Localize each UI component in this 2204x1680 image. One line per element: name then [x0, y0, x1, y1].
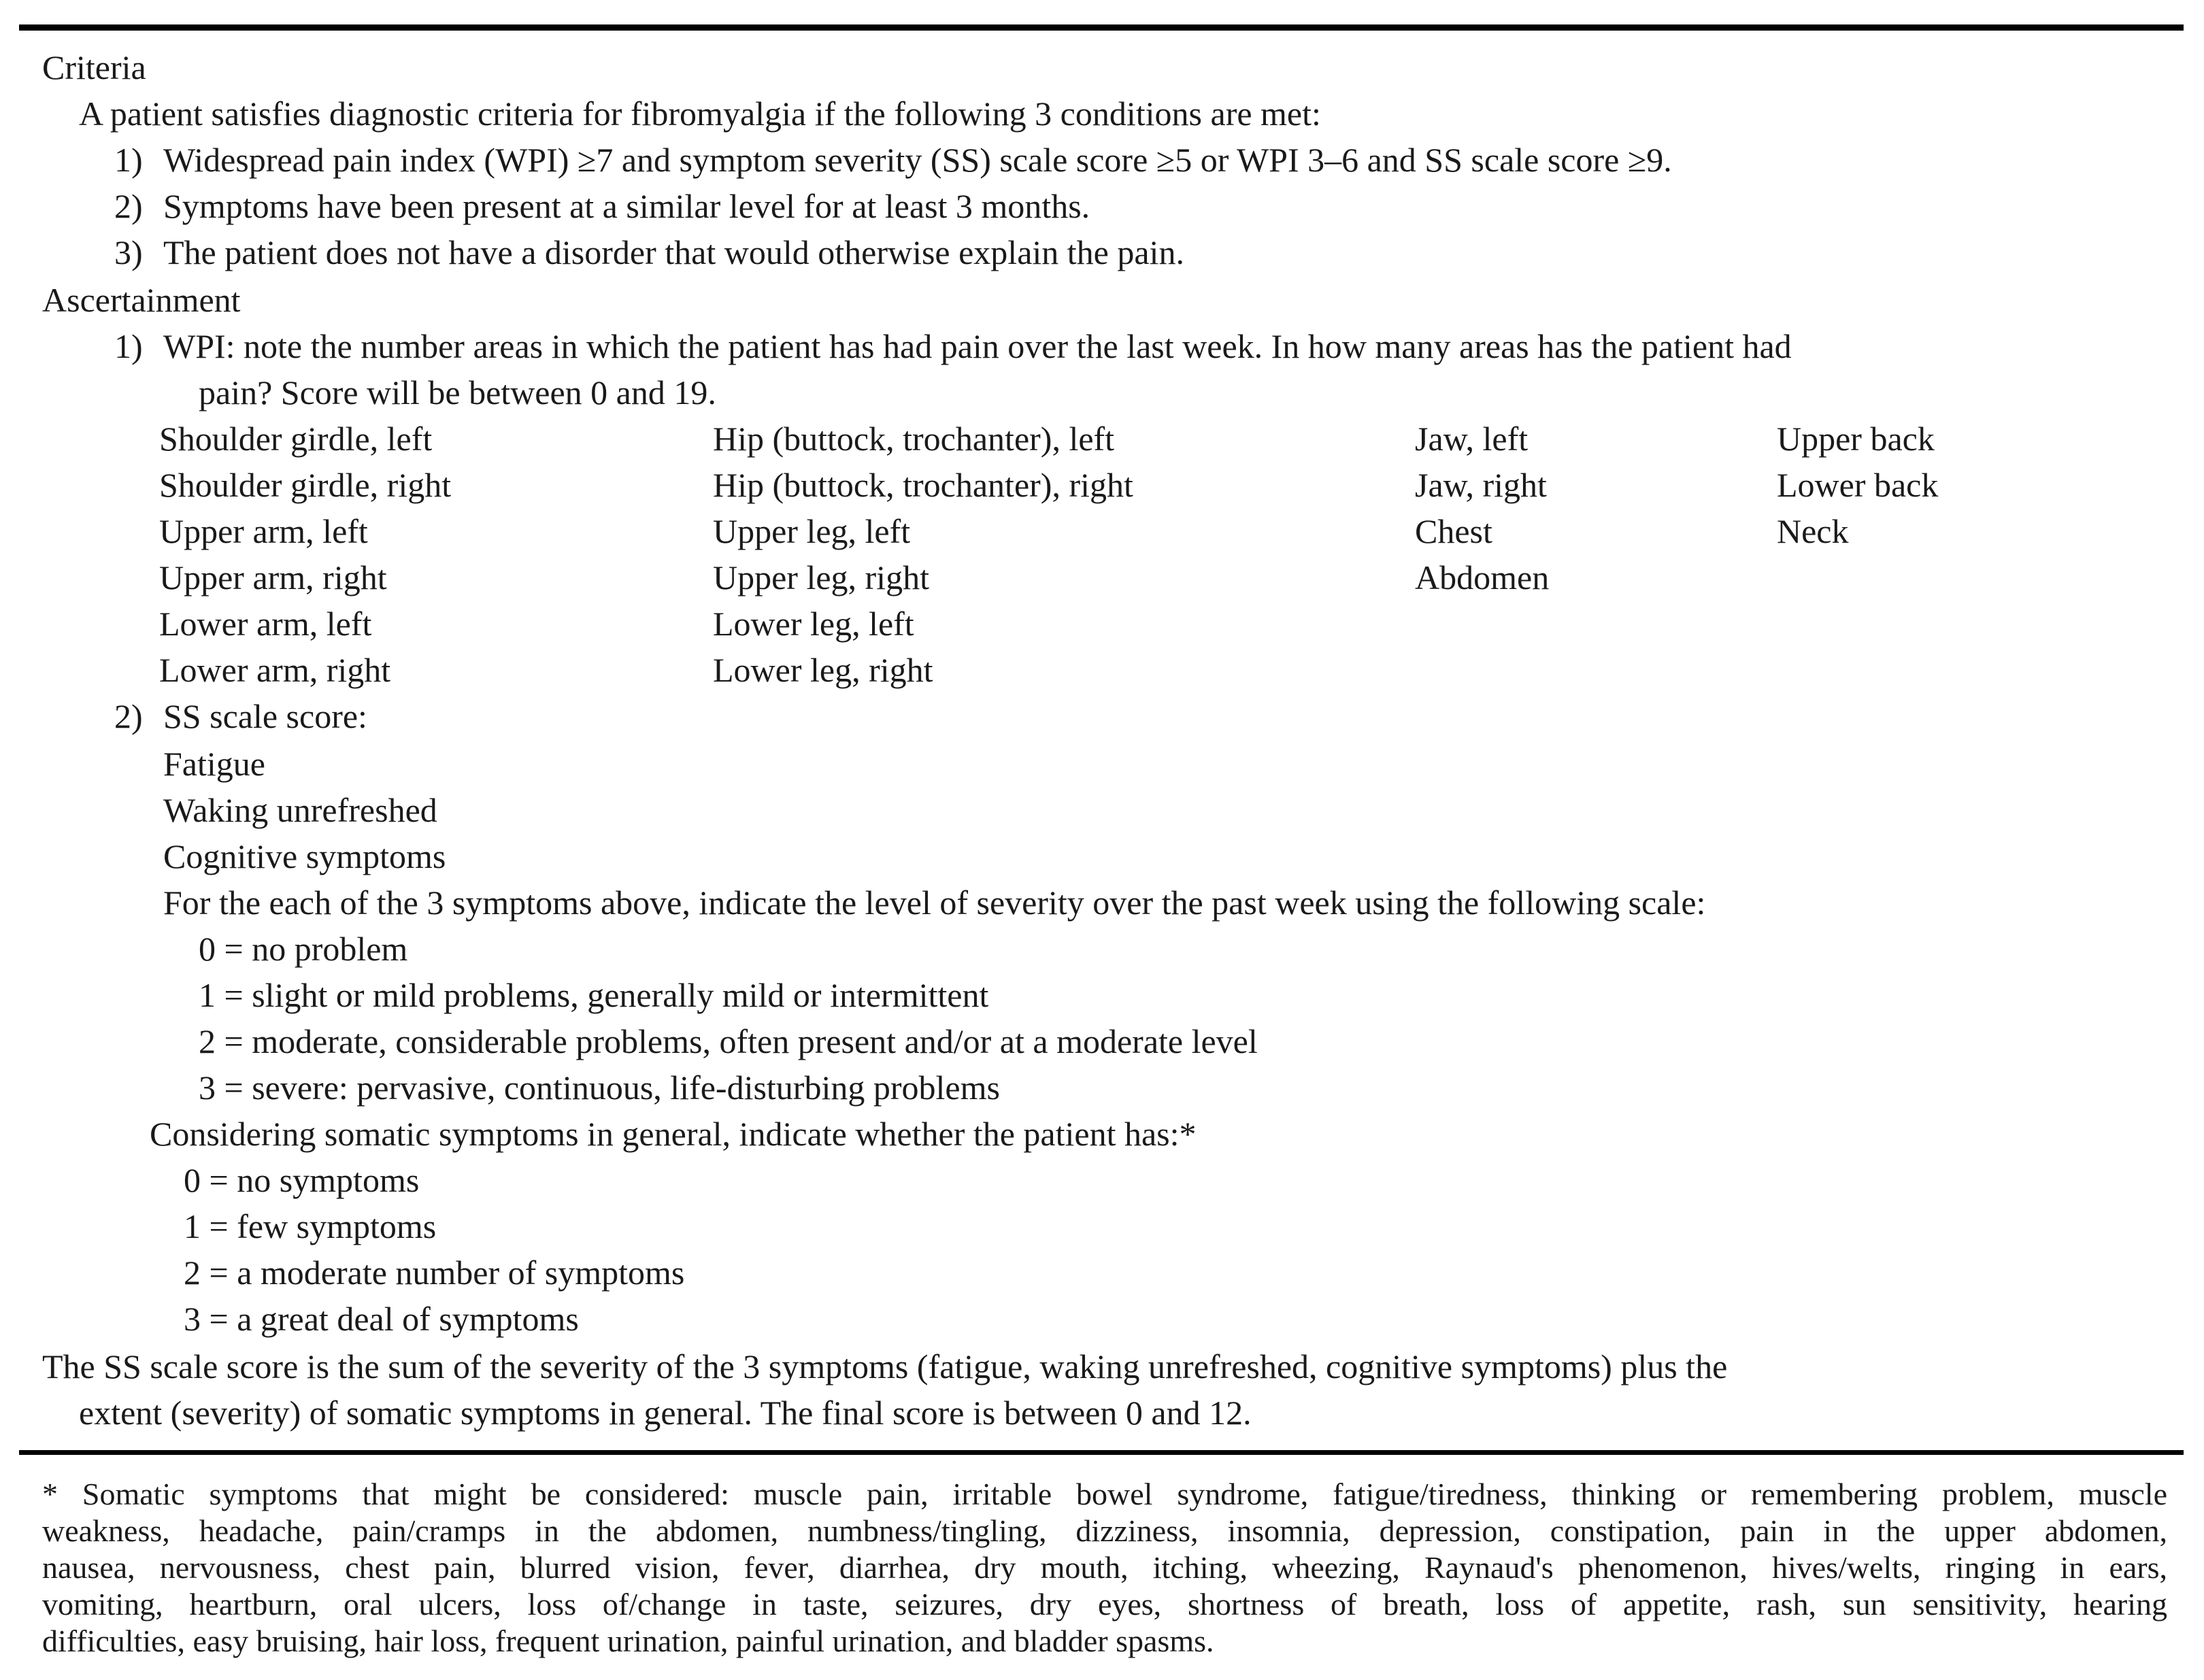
summary-line-1: The SS scale score is the sum of the severity of the 3 symptoms (fatigue, waking unrefreshed, cognitive symptoms) plus the	[42, 1347, 1728, 1385]
footnote	[42, 1476, 2167, 1660]
wpi-text-1: WPI: note the number areas in which the patient has had pain over the last week. In how many areas has the patient had	[163, 327, 1792, 365]
wpi-area: Chest	[1415, 512, 1492, 550]
wpi-area: Lower arm, left	[159, 605, 372, 643]
ss-label-line	[114, 693, 367, 739]
wpi-area: Lower leg, left	[713, 605, 914, 643]
ss-symptom: Cognitive symptoms	[163, 837, 446, 875]
footnote-line: weakness, headache, pain/cramps in the abdomen, numbness/tingling, dizziness, insomnia, depression, constipation, pain in the upper abdomen,	[42, 1513, 2167, 1548]
wpi-line-1	[114, 323, 1792, 369]
severity-instruction: For the each of the 3 symptoms above, indicate the level of severity over the past week using the following scale:	[163, 884, 1706, 922]
criteria-item-1	[114, 137, 1672, 183]
summary-line-2: extent (severity) of somatic symptoms in general. The final score is between 0 and 12.	[79, 1394, 1252, 1432]
ss-label: SS scale score:	[163, 697, 367, 735]
wpi-area: Shoulder girdle, left	[159, 420, 433, 458]
criteria-item-2-text: Symptoms have been present at a similar level for at least 3 months.	[163, 187, 1090, 225]
ss-symptom: Waking unrefreshed	[163, 791, 437, 829]
wpi-area: Hip (buttock, trochanter), left	[713, 420, 1115, 458]
severity-level: 0 = no problem	[199, 930, 408, 968]
severity-level: 2 = moderate, considerable problems, often present and/or at a moderate level	[199, 1022, 1258, 1060]
footnote-line: vomiting, heartburn, oral ulcers, loss of/change in taste, seizures, dry eyes, shortness of breath, loss of appetite, rash, sun sensitivity, hearing	[42, 1587, 2167, 1622]
footnote-line: difficulties, easy bruising, hair loss, frequent urination, painful urination, and bladder spasms.	[42, 1624, 1214, 1658]
footnote-line: * Somatic symptoms that might be considered: muscle pain, irritable bowel syndrome, fatigue/tiredness, thinking or remembering problem, muscle	[42, 1477, 2167, 1511]
severity-level: 3 = severe: pervasive, continuous, life-disturbing problems	[199, 1069, 1000, 1107]
somatic-instruction: Considering somatic symptoms in general, indicate whether the patient has:*	[150, 1115, 1197, 1153]
top-rule	[19, 24, 2184, 31]
ascertainment-heading: Ascertainment	[42, 281, 241, 319]
criteria-item-2	[114, 183, 1090, 229]
criteria-item-1-text: Widespread pain index (WPI) ≥7 and symptom severity (SS) scale score ≥5 or WPI 3–6 and SS scale score ≥9.	[163, 141, 1672, 179]
wpi-num: 1)	[114, 327, 143, 365]
footnote-rule	[19, 1450, 2184, 1455]
wpi-area: Neck	[1777, 512, 1849, 550]
ss-num: 2)	[114, 697, 143, 735]
wpi-area: Upper arm, left	[159, 512, 368, 550]
criteria-item-3-num: 3)	[114, 233, 143, 271]
wpi-area: Lower leg, right	[713, 651, 933, 689]
criteria-item-1-num: 1)	[114, 141, 143, 179]
wpi-area: Lower back	[1777, 466, 1939, 504]
criteria-item-3-text: The patient does not have a disorder that would otherwise explain the pain.	[163, 233, 1184, 271]
footnote-line: nausea, nervousness, chest pain, blurred vision, fever, diarrhea, dry mouth, itching, wheezing, Raynaud's phenomenon, hives/welts, ringing in ears,	[42, 1550, 2167, 1585]
somatic-level: 2 = a moderate number of symptoms	[184, 1254, 685, 1292]
criteria-item-2-num: 2)	[114, 187, 143, 225]
wpi-area: Upper leg, right	[713, 558, 929, 597]
wpi-area: Abdomen	[1415, 558, 1550, 597]
wpi-area: Upper back	[1777, 420, 1935, 458]
somatic-level: 0 = no symptoms	[184, 1161, 420, 1199]
criteria-intro: A patient satisfies diagnostic criteria for fibromyalgia if the following 3 conditions are met:	[79, 95, 1321, 133]
criteria-item-3	[114, 229, 1184, 275]
wpi-area: Shoulder girdle, right	[159, 466, 452, 504]
wpi-area: Upper leg, left	[713, 512, 911, 550]
wpi-area: Hip (buttock, trochanter), right	[713, 466, 1133, 504]
severity-level: 1 = slight or mild problems, generally mild or intermittent	[199, 976, 989, 1014]
ss-symptom: Fatigue	[163, 745, 265, 783]
wpi-line-2: pain? Score will be between 0 and 19.	[199, 373, 716, 411]
somatic-level: 1 = few symptoms	[184, 1207, 437, 1245]
criteria-heading: Criteria	[42, 48, 146, 86]
wpi-area: Jaw, right	[1415, 466, 1547, 504]
wpi-area: Lower arm, right	[159, 651, 391, 689]
wpi-area: Jaw, left	[1415, 420, 1529, 458]
wpi-area: Upper arm, right	[159, 558, 387, 597]
somatic-level: 3 = a great deal of symptoms	[184, 1300, 579, 1338]
